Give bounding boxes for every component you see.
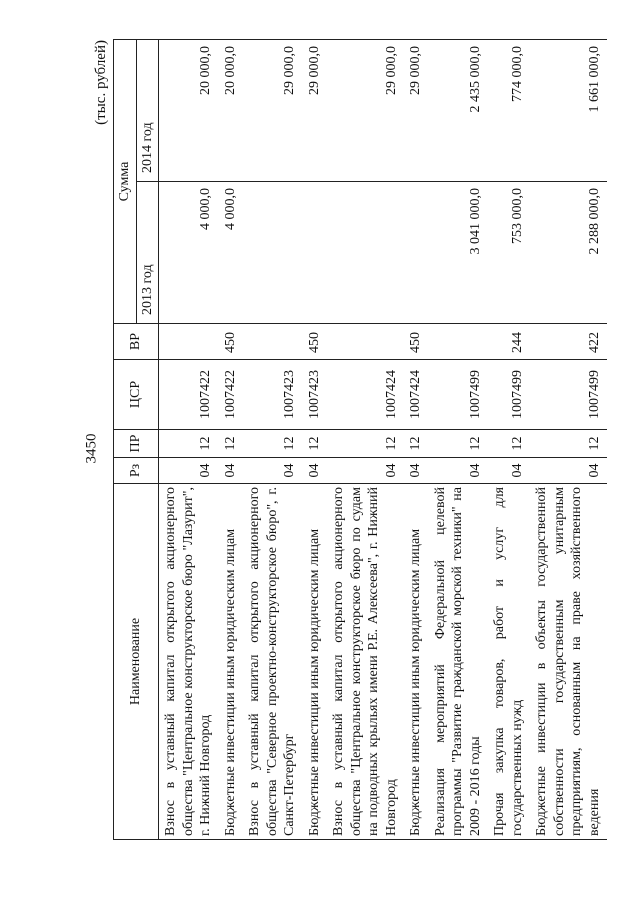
rotated-table-area (93, 40, 602, 840)
header-vr: ВР (114, 324, 159, 360)
cell-pr: 12 (429, 430, 489, 458)
cell-pr: 12 (243, 430, 303, 458)
cell-rz: 04 (243, 458, 303, 484)
cell-vr: 450 (303, 324, 328, 360)
cell-csr: 1007499 (530, 360, 607, 430)
cell-vr: 450 (404, 324, 429, 360)
cell-rz: 04 (303, 458, 328, 484)
cell-name: Бюджетные инвестиции иным юридическим лицам (303, 484, 328, 840)
cell-sum-2013 (303, 182, 328, 324)
table-body (159, 40, 608, 840)
cell-sum-2014: 1 661 000,0 (530, 40, 607, 182)
cell-rz: 04 (404, 458, 429, 484)
table-row (530, 40, 607, 840)
cell-sum-2014: 2 435 000,0 (429, 40, 489, 182)
cell-pr: 12 (404, 430, 429, 458)
cell-pr: 12 (303, 430, 328, 458)
units-label: (тыс. рублей) (93, 40, 109, 125)
cell-sum-2013 (327, 182, 404, 324)
cell-sum-2014: 29 000,0 (243, 40, 303, 182)
cell-sum-2013: 753 000,0 (488, 182, 530, 324)
cell-csr: 1007424 (327, 360, 404, 430)
cell-pr: 12 (530, 430, 607, 458)
cell-sum-2014: 29 000,0 (327, 40, 404, 182)
cell-sum-2013 (243, 182, 303, 324)
cell-pr: 12 (327, 430, 404, 458)
cell-rz: 04 (327, 458, 404, 484)
cell-sum-2013: 3 041 000,0 (429, 182, 489, 324)
cell-name: Бюджетные инвестиции в объекты государственной собственности государственным унитарным предприятиям, основанным на праве хозяйственного ведения (530, 484, 607, 840)
cell-name: Взнос в уставный капитал открытого акционерного общества "Центральное конструкторское бюро "Лазурит", г. Нижний Новгород (159, 484, 219, 840)
budget-table (113, 39, 607, 840)
cell-csr: 1007423 (243, 360, 303, 430)
cell-csr: 1007422 (159, 360, 219, 430)
cell-sum-2014: 774 000,0 (488, 40, 530, 182)
cell-sum-2014: 29 000,0 (303, 40, 328, 182)
cell-pr: 12 (159, 430, 219, 458)
cell-name: Взнос в уставный капитал открытого акционерного общества "Северное проектно-конструкторское бюро", г. Санкт-Петербург (243, 484, 303, 840)
table-row (159, 40, 219, 840)
cell-name: Бюджетные инвестиции иным юридическим лицам (404, 484, 429, 840)
cell-csr: 1007499 (429, 360, 489, 430)
page-number: 3450 (83, 433, 100, 464)
cell-rz: 04 (159, 458, 219, 484)
header-csr: ЦСР (114, 360, 159, 430)
cell-rz: 04 (488, 458, 530, 484)
cell-rz: 04 (219, 458, 244, 484)
cell-sum-2014: 20 000,0 (219, 40, 244, 182)
header-year-2013: 2013 год (136, 182, 159, 324)
header-name: Наименование (114, 484, 159, 840)
cell-sum-2013: 4 000,0 (219, 182, 244, 324)
table-row (404, 40, 429, 840)
cell-name: Прочая закупка товаров, работ и услуг для государственных нужд (488, 484, 530, 840)
cell-sum-2014: 20 000,0 (159, 40, 219, 182)
table-row (243, 40, 303, 840)
cell-pr: 12 (488, 430, 530, 458)
cell-name: Взнос в уставный капитал открытого акционерного общества "Центральное конструкторское бюро по судам на подводных крыльях имени Р.Е. Алексеева", г. Нижний Новгород (327, 484, 404, 840)
header-sum: Сумма (114, 40, 137, 324)
cell-csr: 1007424 (404, 360, 429, 430)
cell-vr: 244 (488, 324, 530, 360)
table-row (219, 40, 244, 840)
header-rz: Рз (114, 458, 159, 484)
cell-pr: 12 (219, 430, 244, 458)
header-year-2014: 2014 год (136, 40, 159, 182)
cell-name: Реализация мероприятий Федеральной целевой программы "Развитие гражданской морской техники" на 2009 - 2016 годы (429, 484, 489, 840)
table-row (488, 40, 530, 840)
cell-sum-2014: 29 000,0 (404, 40, 429, 182)
cell-name: Бюджетные инвестиции иным юридическим лицам (219, 484, 244, 840)
header-pr: ПР (114, 430, 159, 458)
cell-vr (327, 324, 404, 360)
cell-csr: 1007423 (303, 360, 328, 430)
cell-sum-2013: 2 288 000,0 (530, 182, 607, 324)
header-row (114, 40, 137, 840)
cell-vr (243, 324, 303, 360)
cell-rz: 04 (530, 458, 607, 484)
cell-rz: 04 (429, 458, 489, 484)
table-row (429, 40, 489, 840)
table-row (303, 40, 328, 840)
cell-csr: 1007499 (488, 360, 530, 430)
cell-vr: 422 (530, 324, 607, 360)
cell-vr (159, 324, 219, 360)
cell-sum-2013 (404, 182, 429, 324)
cell-vr: 450 (219, 324, 244, 360)
table-row (327, 40, 404, 840)
cell-vr (429, 324, 489, 360)
cell-sum-2013: 4 000,0 (159, 182, 219, 324)
cell-csr: 1007422 (219, 360, 244, 430)
